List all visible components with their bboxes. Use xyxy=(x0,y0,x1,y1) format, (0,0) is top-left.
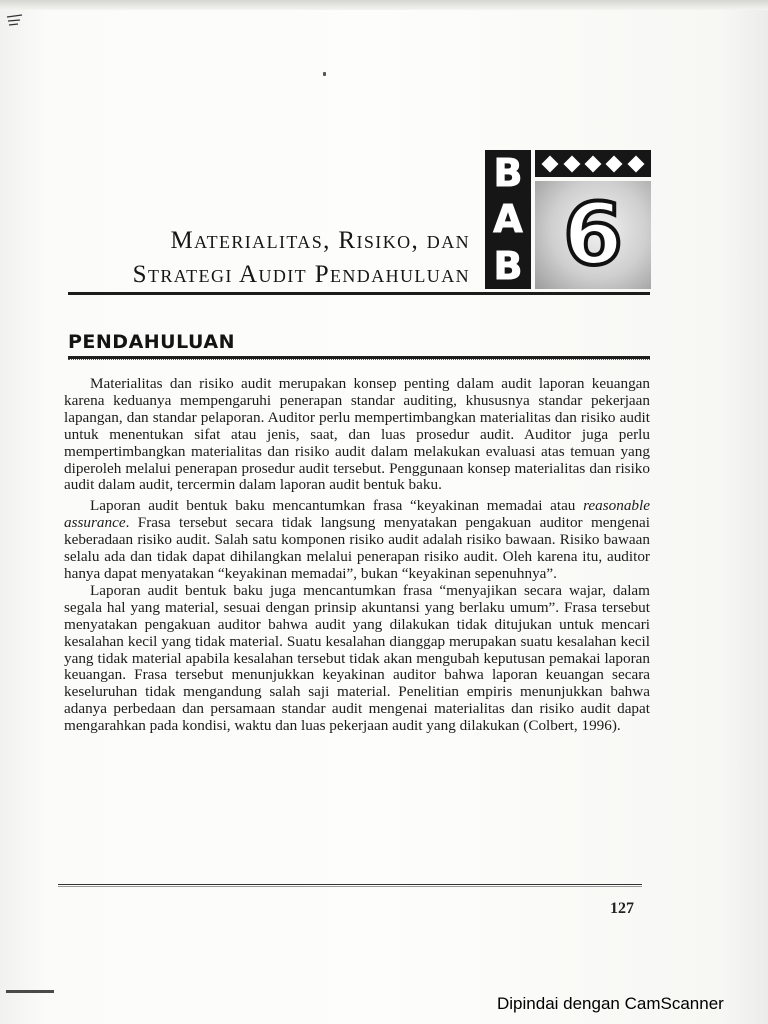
diamond-icon xyxy=(606,155,623,172)
paragraph-2-text-cont: . Frasa tersebut secara tidak langsung menyatakan pengakuan auditor mengenai keberadaan risiko audit. Salah satu komponen risiko audit adalah risiko bawaan. Risiko bawaan selalu ada dan tidak dapat dihilangkan melalui penerapan risiko audit. Oleh karena itu, auditor hanya dapat menyatakan “keyakinan memadai”, bukan “keyakinan sepenuhnya”. xyxy=(64,514,650,582)
section-heading: PENDAHULUAN xyxy=(68,331,235,353)
paragraph-3: Laporan audit bentuk baku juga mencantumkan frasa “menyajikan secara wajar, dalam segala hal yang material, sesuai dengan prinsip akuntansi yang berlaku umum”. Frasa tersebut menyatakan pengakuan auditor bahwa audit yang dilakukan tidak ditujukan untuk mencari kesalahan kecil yang tidak material. Suatu kesalahan dianggap merupakan suatu kesalahan kecil yang tidak material apabila kesalahan tersebut tidak akan mengubah keputusan pemakai laporan keuangan. Frasa tersebut menunjukkan keyakinan auditor bahwa laporan keuangan secara keseluruhan tidak mengandung salah saji material. Penelitian empiris menunjukkan bahwa adanya perbedaan dan persamaan standar audit mengenai materialitas dan risiko audit dapat mengarahkan pada kondisi, waktu dan luas pekerjaan audit yang dilakukan (Colbert, 1996). xyxy=(64,581,650,735)
page-top-edge xyxy=(0,0,768,10)
chapter-letter: B xyxy=(493,243,523,288)
chapter-label-bab xyxy=(485,150,531,289)
chapter-title xyxy=(70,224,470,292)
diamond-icon xyxy=(584,155,601,172)
chapter-number-box xyxy=(535,181,651,289)
page-number: 127 xyxy=(610,900,634,917)
section-divider xyxy=(68,356,650,360)
body-text xyxy=(64,376,650,735)
chapter-badge xyxy=(485,150,651,289)
paragraph-2 xyxy=(64,498,650,583)
camscanner-watermark: Dipindai dengan CamScanner xyxy=(497,994,724,1013)
chapter-number: 6 xyxy=(563,185,623,285)
footer-divider xyxy=(58,884,642,887)
diamond-ornament-bar xyxy=(535,150,651,177)
paragraph-2-emphasis: reasonable assurance xyxy=(64,497,650,532)
chapter-title-line-2: Strategi Audit Pendahuluan xyxy=(132,261,470,288)
diamond-icon xyxy=(627,155,644,172)
chapter-letter: A xyxy=(493,197,523,242)
chapter-title-line-1: Materialitas, Risiko, dan xyxy=(170,227,470,254)
paragraph-1: Materialitas dan risiko audit merupakan konsep penting dalam audit laporan keuangan karena keduanya mempengaruhi penerapan standar auditing, khususnya standar pekerjaan lapangan, dan standar pelaporan. Auditor perlu mempertimbangkan materialitas dan risiko audit untuk menentukan sifat atau jenis, saat, dan luas prosedur audit. Auditor juga perlu mempertimbangkan materialitas dan risiko audit dalam melakukan evaluasi atas temuan yang diperoleh melalui penerapan prosedur audit tersebut. Penggunaan konsep materialitas dan risiko audit dalam audit, tercermin dalam laporan audit bentuk baku. xyxy=(64,375,650,494)
chapter-letter: B xyxy=(493,151,523,196)
dust-speck xyxy=(323,72,326,76)
diamond-icon xyxy=(563,155,580,172)
diamond-icon xyxy=(542,155,559,172)
title-divider xyxy=(68,292,650,295)
scan-edge-mark xyxy=(6,990,54,993)
scan-artifact-mark xyxy=(6,14,26,28)
paragraph-2-text: Laporan audit bentuk baku mencantumkan frasa “keyakinan memadai atau xyxy=(90,497,584,515)
